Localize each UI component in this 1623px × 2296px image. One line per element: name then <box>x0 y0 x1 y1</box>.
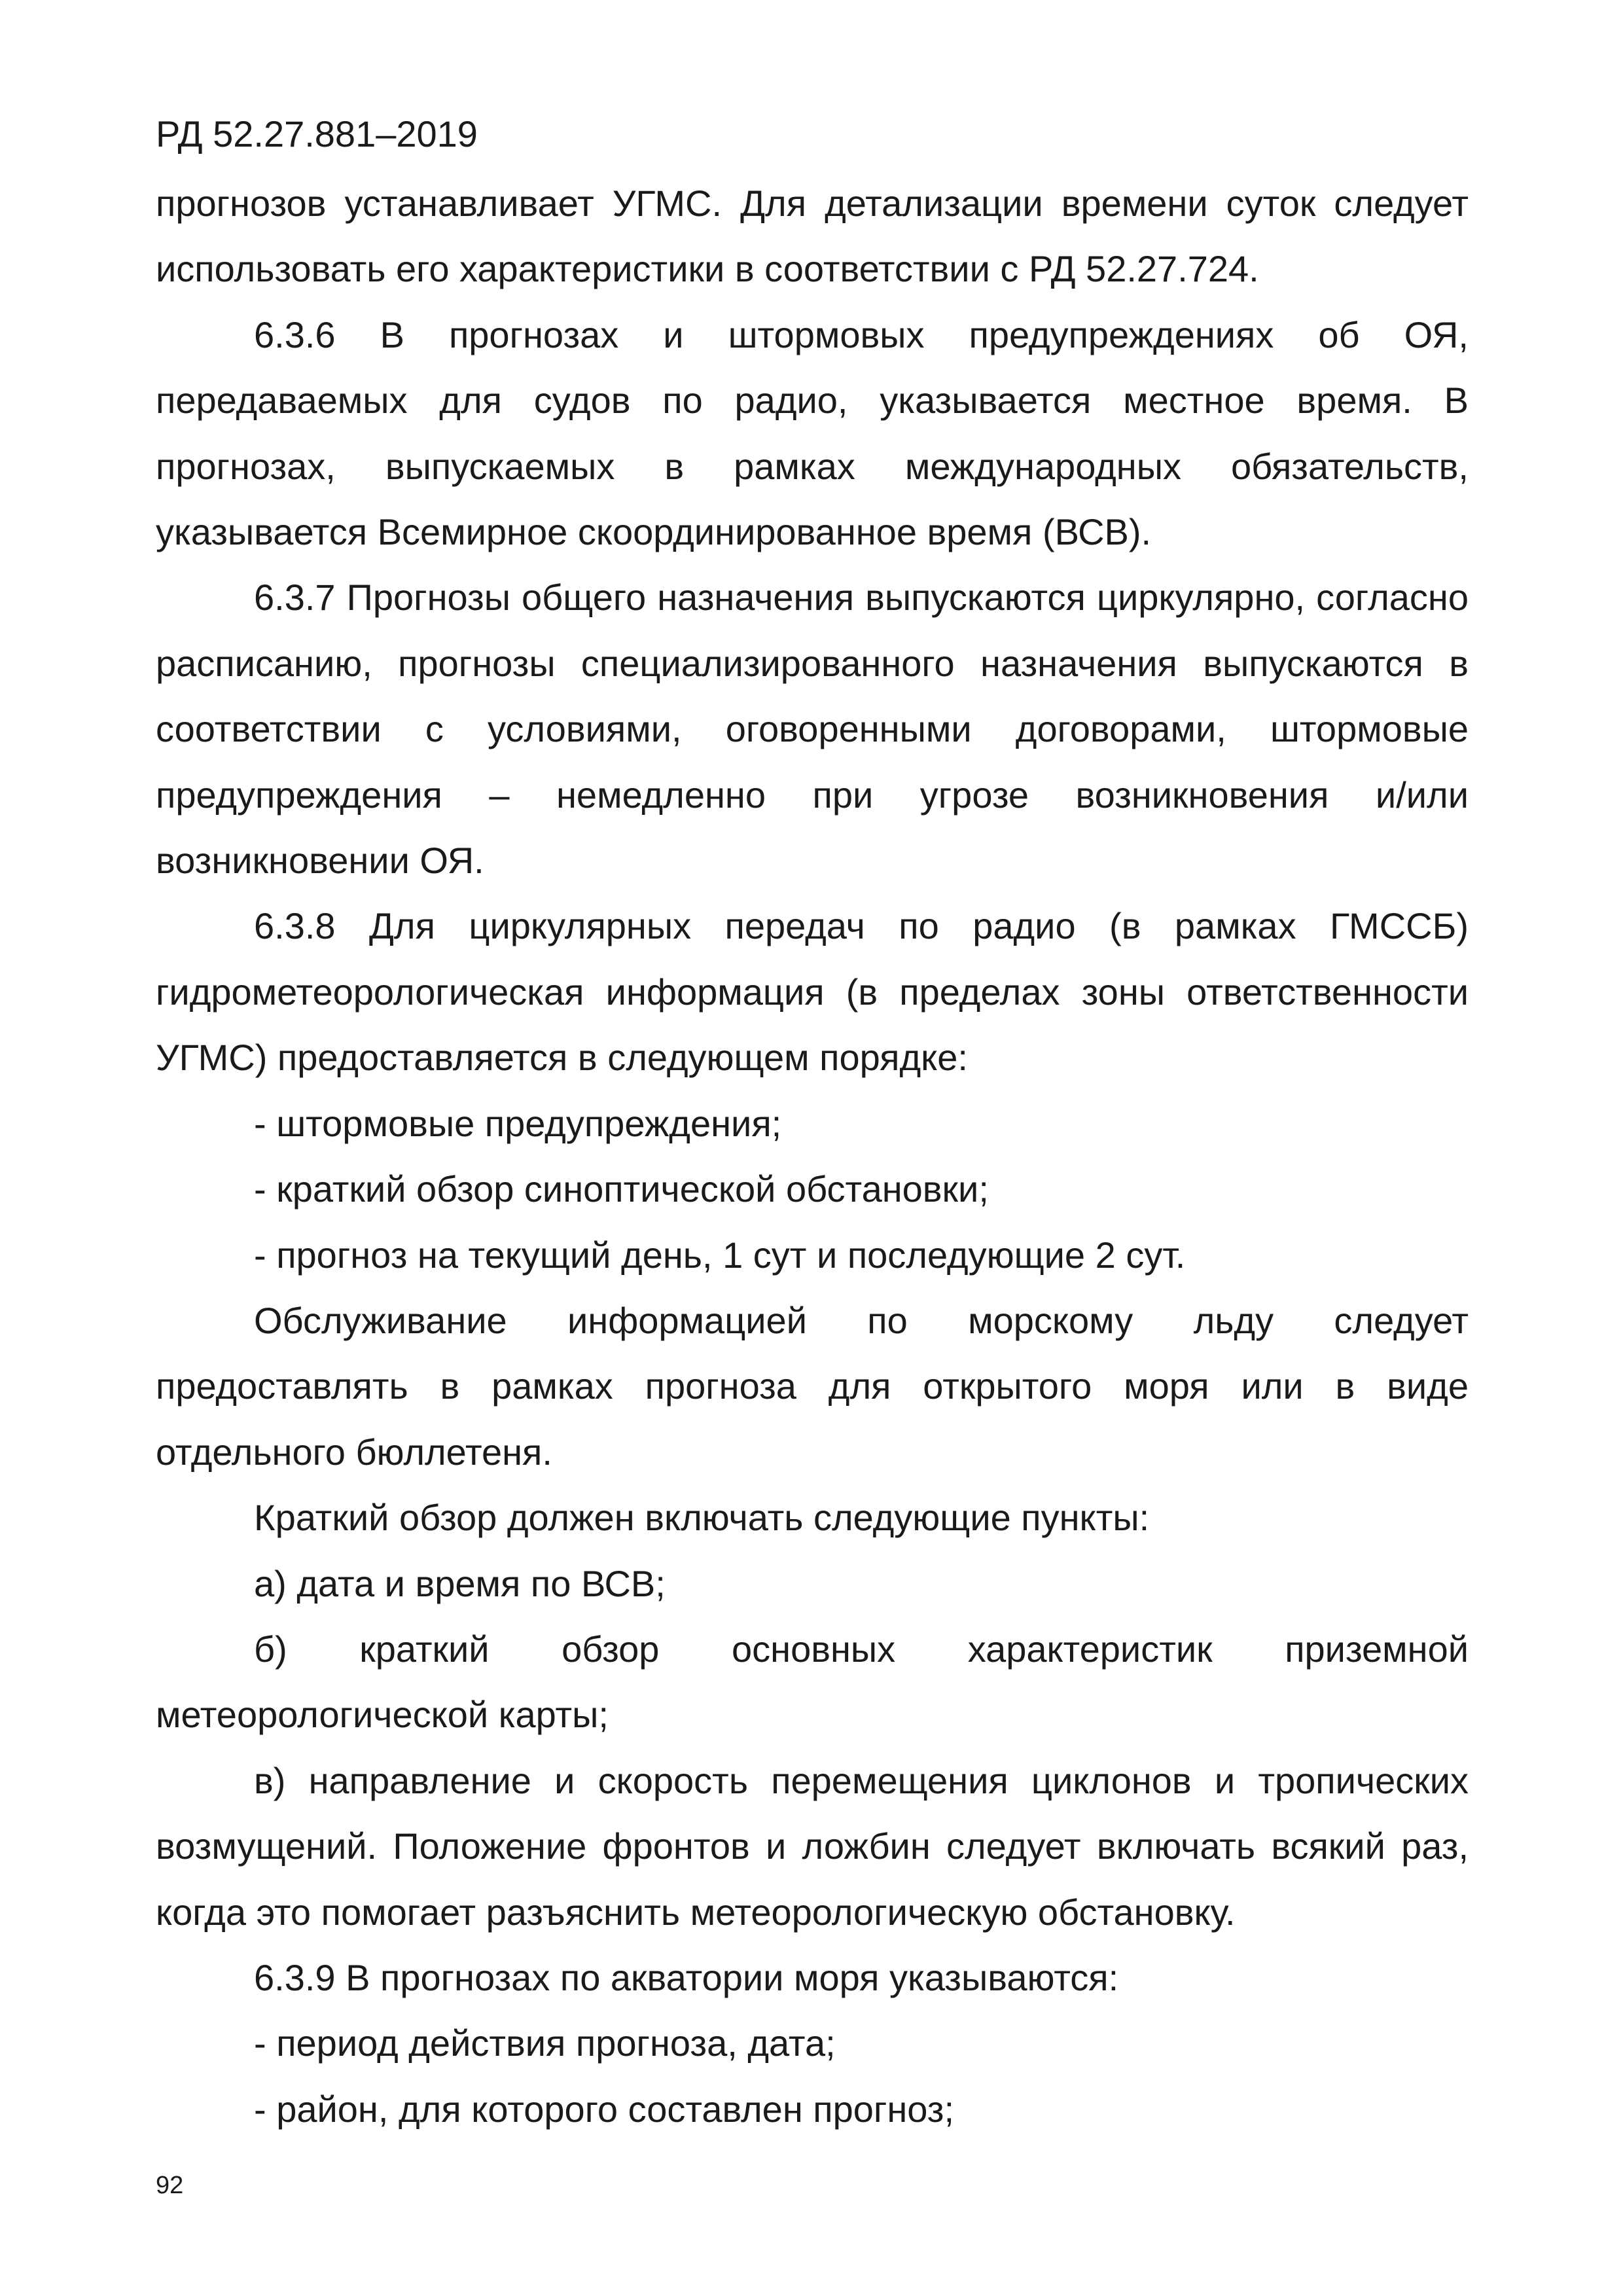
list-item: - штормовые предупреждения; <box>254 1102 782 1144</box>
list-item: - прогноз на текущий день, 1 сут и последующие 2 сут. <box>254 1234 1186 1276</box>
page-number: 92 <box>156 2172 184 2199</box>
list-item: - район, для которого составлен прогноз; <box>254 2088 955 2130</box>
paragraph-6-3-6: 6.3.6 В прогнозах и штормовых предупреждениях об ОЯ, передаваемых для судов по радио, указывается местное время. В прогнозах, выпускаемых в рамках международных обязательств, указывается Всемирное скоординированное время (ВСВ). <box>156 314 1469 553</box>
paragraph-summary-intro: Краткий обзор должен включать следующие пункты: <box>254 1497 1150 1539</box>
list-item-a: а) дата и время по ВСВ; <box>254 1562 666 1604</box>
list-item-v: в) направление и скорость перемещения циклонов и тропических возмущений. Положение фронтов и ложбин следует включать всякий раз, когда это помогает разъяснить метеорологическую обстановку. <box>156 1759 1469 1933</box>
paragraph-6-3-7: 6.3.7 Прогнозы общего назначения выпускаются циркулярно, согласно расписанию, прогнозы специализированного назначения выпускаются в соответствии с условиями, оговоренными договорами, штормовые предупреждения – немедленно при угрозе возникновения и/или возникновении ОЯ. <box>156 577 1469 882</box>
list-item: - период действия прогноза, дата; <box>254 2022 836 2064</box>
list-item: - краткий обзор синоптической обстановки; <box>254 1168 989 1210</box>
paragraph-6-3-9: 6.3.9 В прогнозах по акватории моря указываются: <box>254 1956 1119 1998</box>
document-code-header: РД 52.27.881–2019 <box>156 113 478 154</box>
list-item-b: б) краткий обзор основных характеристик приземной метеорологической карты; <box>156 1628 1469 1736</box>
paragraph-continuation: прогнозов устанавливает УГМС. Для детализации времени суток следует использовать его характеристики в соответствии с РД 52.27.724. <box>156 183 1469 290</box>
paragraph-sea-ice: Обслуживание информацией по морскому льду следует предоставлять в рамках прогноза для открытого моря или в виде отдельного бюллетеня. <box>156 1299 1469 1473</box>
document-body <box>156 171 1469 2142</box>
paragraph-6-3-8: 6.3.8 Для циркулярных передач по радио (в рамках ГМССБ) гидрометеорологическая информация (в пределах зоны ответственности УГМС) предоставляется в следующем порядке: <box>156 905 1469 1079</box>
